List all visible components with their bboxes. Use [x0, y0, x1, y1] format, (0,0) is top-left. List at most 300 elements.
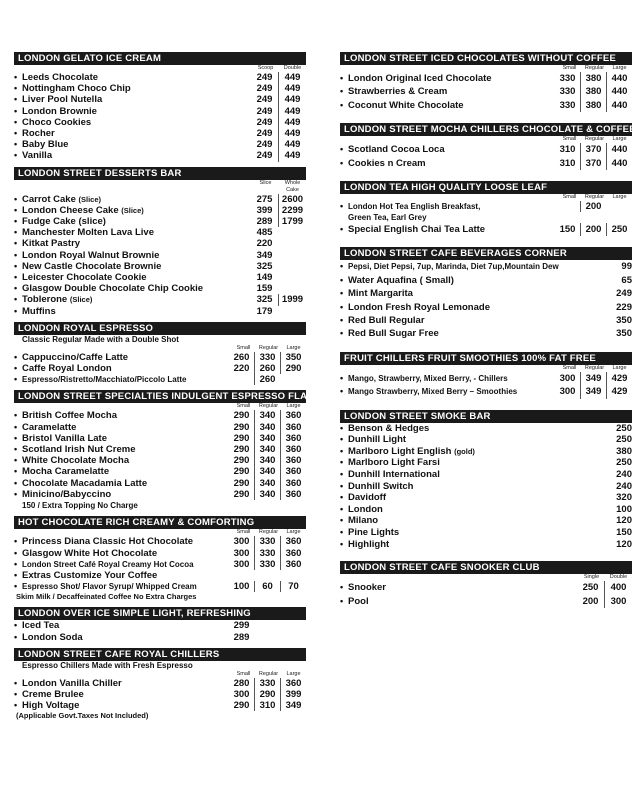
menu-item	[340, 143, 632, 156]
item-price: 300	[559, 372, 576, 384]
item-price: 249	[256, 72, 273, 83]
menu-item	[340, 446, 632, 458]
item-name	[348, 385, 555, 398]
item-price: 449	[278, 139, 306, 150]
column-header: Large	[286, 403, 301, 410]
bullet-icon: •	[14, 227, 18, 238]
item-price: 250	[616, 434, 632, 446]
section-header: LONDON STREET MOCHA CHILLERS CHOCOLATE & COFFEE	[340, 123, 632, 136]
section-header: LONDON STREET SMOKE BAR	[340, 410, 632, 423]
item-name-text: London Soda	[22, 631, 83, 643]
item-price: 120	[616, 515, 632, 527]
item-name	[22, 478, 229, 489]
bullet-icon: •	[340, 274, 344, 285]
menu-item	[340, 457, 632, 469]
item-price: 290	[233, 488, 250, 500]
item-price: 159	[256, 283, 273, 295]
item-price: 429	[606, 372, 632, 385]
bullet-icon: •	[14, 444, 18, 455]
column-headers	[340, 65, 632, 72]
item-price: 380	[580, 99, 606, 112]
item-price: 360	[280, 433, 306, 444]
item-price: 349	[580, 372, 606, 385]
item-name-text: London	[348, 503, 383, 515]
column-header: Double	[283, 65, 302, 71]
item-name	[22, 238, 251, 249]
item-price: 249	[256, 150, 273, 162]
item-name	[348, 469, 592, 481]
bullet-icon: •	[14, 72, 18, 82]
item-price: 330	[559, 99, 576, 111]
bullet-icon: •	[14, 688, 18, 699]
menu-item	[14, 363, 306, 374]
bullet-icon: •	[340, 469, 344, 480]
item-name	[22, 150, 251, 161]
item-name-text: Liver Pool Nutella	[22, 94, 103, 106]
menu-section	[14, 648, 306, 722]
section-header: HOT CHOCOLATE RICH CREAMY & COMFORTING	[14, 516, 306, 529]
item-name	[22, 227, 251, 238]
item-price: 260	[233, 351, 250, 363]
bullet-icon: •	[14, 238, 18, 249]
item-price: 380	[616, 445, 632, 457]
bullet-icon: •	[14, 700, 18, 711]
menu-section	[340, 247, 632, 340]
item-price: 330	[254, 678, 280, 689]
column-headers	[14, 180, 306, 194]
note-text: 150 / Extra Topping No Charge	[22, 501, 138, 511]
menu-item	[14, 306, 306, 317]
item-name	[22, 700, 229, 711]
item-price: 290	[233, 421, 250, 433]
item-name-line2: Green Tea, Earl Grey	[348, 213, 427, 223]
menu-item	[14, 150, 306, 161]
bullet-icon: •	[14, 620, 18, 631]
item-name-text: Princess Diana Classic Hot Chocolate	[22, 536, 194, 548]
menu-item	[14, 94, 306, 105]
column-header: Small	[562, 194, 577, 201]
column-header: Large	[612, 194, 627, 201]
bullet-icon: •	[340, 386, 344, 397]
item-name	[348, 595, 577, 608]
menu-item	[340, 515, 632, 527]
bullet-icon: •	[340, 201, 344, 212]
item-name-text: Mocha Caramelatte	[22, 466, 110, 478]
menu-item	[14, 570, 306, 581]
item-name-text: Manchester Molten Lava Live	[22, 227, 154, 239]
item-name-text: Creme Brulee	[22, 688, 84, 700]
item-name	[348, 515, 592, 527]
item-name-text: Dunhill Switch	[348, 480, 414, 492]
item-price: 60	[254, 581, 280, 592]
menu-item	[340, 314, 632, 327]
menu-section	[14, 516, 306, 602]
item-name	[22, 205, 251, 216]
item-name	[348, 434, 592, 446]
item-name-text: Cappuccino/Caffe Latte	[22, 351, 129, 363]
menu-item	[14, 194, 306, 205]
item-name	[348, 301, 592, 314]
bullet-icon: •	[14, 432, 18, 443]
menu-item	[14, 283, 306, 294]
menu-item	[14, 466, 306, 477]
item-price: 349	[580, 385, 606, 398]
menu-item	[340, 481, 632, 493]
bullet-icon: •	[340, 595, 344, 606]
item-price: 250	[616, 422, 632, 434]
item-price: 449	[278, 83, 306, 94]
item-price: 300	[604, 595, 632, 608]
column-header: Small	[236, 670, 251, 677]
item-price: 440	[606, 157, 632, 170]
menu-item	[340, 492, 632, 504]
item-name	[22, 559, 229, 570]
column-header: Small	[236, 344, 251, 351]
item-price: 340	[254, 433, 280, 444]
bullet-icon: •	[340, 224, 344, 235]
item-price: 360	[280, 466, 306, 477]
item-price: 400	[604, 581, 632, 594]
item-name-text: Marlboro Light Farsi	[348, 457, 440, 469]
item-price: 300	[233, 547, 250, 559]
section-subtitle: Classic Regular Made with a Double Shot	[22, 334, 179, 344]
bullet-icon: •	[340, 301, 344, 312]
column-header: Regular	[258, 403, 279, 410]
menu-item	[340, 581, 632, 594]
item-tag: (gold)	[454, 446, 475, 456]
bullet-icon: •	[340, 372, 344, 383]
item-price: 485	[256, 227, 273, 239]
item-price: 429	[606, 385, 632, 398]
item-name-text: Milano	[348, 515, 379, 527]
item-name-text: Baby Blue	[22, 139, 69, 151]
item-name-text: London Vanilla Chiller	[22, 677, 122, 689]
bullet-icon: •	[340, 434, 344, 445]
item-price: 380	[580, 85, 606, 98]
item-name	[348, 260, 592, 273]
item-price: 70	[280, 581, 306, 592]
item-price: 300	[233, 558, 250, 570]
item-name	[22, 363, 229, 374]
menu-item	[14, 72, 306, 83]
bullet-icon: •	[14, 150, 18, 161]
item-name	[348, 446, 592, 458]
section-header: LONDON STREET CAFE ROYAL CHILLERS	[14, 648, 306, 661]
section-header: LONDON STREET ICED CHOCOLATES WITHOUT COFFEE	[340, 52, 632, 65]
menu-item	[340, 287, 632, 300]
item-price: 360	[280, 489, 306, 500]
item-name	[348, 157, 555, 170]
bullet-icon: •	[14, 677, 18, 688]
item-price: 370	[580, 157, 606, 170]
item-price: 440	[606, 143, 632, 156]
item-price: 399	[280, 689, 306, 700]
menu-item	[14, 559, 306, 570]
menu-section	[14, 322, 306, 386]
item-price: 300	[233, 536, 250, 548]
item-price: 440	[606, 85, 632, 98]
item-price: 360	[280, 559, 306, 570]
menu-item	[14, 678, 306, 689]
bullet-icon: •	[14, 351, 18, 362]
menu-item	[14, 139, 306, 150]
section-header: LONDON STREET SPECIALTIES INDULGENT ESPRESSO FLAVOURS	[14, 390, 306, 403]
menu-section	[14, 52, 306, 162]
column-header: Regular	[258, 670, 279, 677]
menu-item	[14, 433, 306, 444]
item-name-text: Scotland Irish Nut Creme	[22, 444, 136, 456]
item-price: 150	[616, 527, 632, 539]
item-name	[348, 327, 592, 340]
item-price: 220	[256, 238, 273, 250]
item-name-text: Benson & Hedges	[348, 422, 430, 434]
item-price: 360	[280, 478, 306, 489]
item-price: 330	[559, 73, 576, 84]
item-price: 370	[580, 143, 606, 156]
item-price: 275	[256, 193, 273, 205]
item-price: 325	[256, 294, 273, 306]
item-price: 250	[616, 457, 632, 469]
bullet-icon: •	[340, 582, 344, 593]
item-price: 350	[616, 328, 632, 340]
item-name	[22, 250, 251, 261]
menu-item	[14, 410, 306, 421]
item-name-text: London Street Café Royal Creamy Hot Cocoa	[22, 559, 194, 569]
menu-item	[340, 423, 632, 435]
item-name-text: Leicester Chocolate Cookie	[22, 272, 147, 284]
menu-item	[14, 374, 306, 385]
item-price: 360	[280, 410, 306, 421]
item-name-text: Dunhill International	[348, 469, 440, 481]
item-name	[22, 306, 251, 317]
item-name	[348, 527, 592, 539]
item-name	[348, 85, 555, 98]
item-name-text: Mango Strawberry, Mixed Berry – Smoothies	[348, 387, 518, 397]
item-price: 290	[233, 410, 250, 422]
item-price: 250	[582, 582, 599, 594]
menu-item	[14, 352, 306, 363]
item-name-text: Nottingham Choco Chip	[22, 83, 131, 95]
item-name-text: London Hot Tea English Breakfast,	[348, 202, 481, 212]
column-header: Regular	[584, 65, 605, 71]
item-name-text: Toblerone	[22, 294, 68, 306]
bullet-icon: •	[14, 260, 18, 271]
menu-item	[14, 620, 306, 631]
item-name-text: Red Bull Regular	[348, 315, 425, 327]
item-price: 350	[280, 352, 306, 363]
item-name-text: Water Aquafina ( Small)	[348, 274, 454, 286]
bullet-icon: •	[14, 128, 18, 139]
menu-item	[340, 469, 632, 481]
item-price: 289	[256, 216, 273, 228]
column-header: Whole Cake	[284, 179, 301, 193]
item-price: 340	[254, 455, 280, 466]
item-price: 300	[559, 386, 576, 398]
bullet-icon: •	[340, 315, 344, 326]
menu-item	[340, 327, 632, 340]
column-header: Double	[609, 574, 628, 581]
section-header: LONDON OVER ICE SIMPLE LIGHT, REFRESHING	[14, 607, 306, 620]
menu-item	[340, 595, 632, 608]
bullet-icon: •	[14, 193, 18, 204]
item-price: 340	[254, 444, 280, 455]
item-price: 260	[254, 363, 280, 374]
item-name-text: Leeds Chocolate	[22, 72, 99, 83]
bullet-icon: •	[14, 139, 18, 150]
item-price: 280	[233, 677, 250, 689]
item-tag: (Slice)	[121, 205, 144, 215]
item-name	[22, 216, 251, 227]
item-price: 330	[559, 86, 576, 98]
item-price: 250	[606, 223, 632, 236]
item-price: 249	[256, 116, 273, 128]
item-price: 2600	[278, 194, 306, 205]
item-name	[22, 422, 229, 433]
column-header: Small	[562, 364, 577, 371]
section-header: LONDON TEA HIGH QUALITY LOOSE LEAF	[340, 181, 632, 194]
item-price: 290	[233, 444, 250, 456]
item-price: 360	[280, 422, 306, 433]
item-price: 340	[254, 410, 280, 421]
item-price: 310	[559, 157, 576, 169]
menu-item	[340, 385, 632, 398]
item-name-text: Caramelatte	[22, 421, 77, 433]
item-name-text: London Cheese Cake	[22, 204, 119, 216]
bullet-icon: •	[340, 422, 344, 433]
column-headers	[14, 671, 306, 678]
column-header: Small	[236, 529, 251, 536]
item-price: 299	[233, 620, 250, 632]
item-price: 330	[254, 536, 280, 547]
item-name	[22, 283, 251, 294]
bullet-icon: •	[340, 492, 344, 503]
menu-section	[340, 352, 632, 399]
menu-item	[340, 504, 632, 516]
item-name	[22, 548, 229, 559]
menu-item	[340, 301, 632, 314]
item-name-text: Rocher	[22, 128, 55, 140]
column-header: Slice	[259, 179, 272, 186]
item-name-text: Muffins	[22, 305, 56, 317]
item-name-text: Pool	[348, 595, 369, 607]
bullet-icon: •	[14, 536, 18, 547]
item-price: 380	[580, 72, 606, 85]
item-name-text: Glasgow Double Chocolate Chip Cookie	[22, 283, 204, 295]
bullet-icon: •	[14, 94, 18, 105]
item-name	[22, 536, 229, 547]
item-name	[22, 72, 251, 83]
menu-item	[14, 444, 306, 455]
column-headers	[14, 403, 306, 410]
menu-item	[14, 489, 306, 500]
bullet-icon: •	[14, 272, 18, 283]
column-header: Large	[612, 364, 627, 371]
column-header: Large	[612, 136, 627, 143]
item-name	[22, 352, 229, 363]
bullet-icon: •	[14, 204, 18, 215]
item-name-text: Vanilla	[22, 150, 53, 162]
column-header: Regular	[584, 364, 605, 371]
menu-item	[14, 422, 306, 433]
item-name-text: British Coffee Mocha	[22, 410, 118, 422]
item-name-text: Fudge Cake (slice)	[22, 216, 106, 228]
column-header: Large	[612, 65, 627, 71]
menu-section	[340, 561, 632, 608]
item-price: 249	[256, 83, 273, 95]
menu-item	[340, 527, 632, 539]
item-name-text: White Chocolate Mocha	[22, 455, 130, 467]
menu-item	[340, 274, 632, 287]
bullet-icon: •	[340, 457, 344, 468]
item-name-text: Espresso Shot/ Flavor Syrup/ Whipped Cream	[22, 582, 197, 592]
menu-section	[340, 123, 636, 170]
menu-item	[14, 205, 306, 216]
bullet-icon: •	[14, 83, 18, 94]
item-name	[22, 678, 229, 689]
menu-item	[340, 201, 632, 223]
menu-item	[14, 478, 306, 489]
item-name	[22, 294, 251, 305]
section-footnote: (Applicable Govt.Taxes Not Included)	[16, 711, 149, 721]
item-name	[348, 504, 592, 516]
item-name-text: Coconut White Chocolate	[348, 99, 464, 111]
left-column	[14, 52, 342, 726]
menu-item	[14, 689, 306, 700]
menu-item	[340, 372, 632, 385]
column-headers	[14, 529, 306, 536]
item-name-text: Mint Margarita	[348, 288, 413, 300]
bullet-icon: •	[340, 99, 344, 110]
item-price: 360	[280, 536, 306, 547]
item-price: 179	[256, 305, 273, 317]
item-price: 360	[280, 444, 306, 455]
item-name-text: Scotland Cocoa Loca	[348, 144, 445, 156]
item-price: 300	[233, 688, 250, 700]
column-header: Small	[562, 65, 577, 71]
item-price: 449	[278, 128, 306, 139]
item-name	[22, 94, 251, 105]
item-name-text: Special English Chai Tea Latte	[348, 224, 486, 236]
item-name	[22, 272, 251, 283]
item-name-text: London Original Iced Chocolate	[348, 73, 492, 84]
section-header: LONDON ROYAL ESPRESSO	[14, 322, 306, 335]
item-name	[22, 689, 229, 700]
item-name	[22, 632, 229, 643]
item-price: 330	[254, 559, 280, 570]
item-name-text: Iced Tea	[22, 620, 60, 632]
menu-item	[340, 157, 632, 170]
bullet-icon: •	[14, 410, 18, 421]
item-tag: (Slice)	[78, 194, 102, 204]
menu-item	[14, 455, 306, 466]
bullet-icon: •	[14, 547, 18, 558]
item-price: 1999	[278, 294, 306, 305]
item-name-text: Highlight	[348, 538, 390, 550]
item-name-text: Bristol Vanilla Late	[22, 432, 107, 444]
section-note	[14, 500, 306, 511]
item-price: 240	[616, 469, 632, 481]
menu-item	[340, 99, 632, 112]
bullet-icon: •	[14, 421, 18, 432]
menu-item	[340, 260, 632, 273]
item-name	[22, 128, 251, 139]
item-price: 100	[616, 503, 632, 515]
column-header: Single	[583, 574, 600, 581]
item-price: 310	[559, 144, 576, 156]
bullet-icon: •	[14, 581, 18, 592]
item-price: 260	[254, 374, 280, 385]
column-header: Regular	[258, 529, 279, 536]
